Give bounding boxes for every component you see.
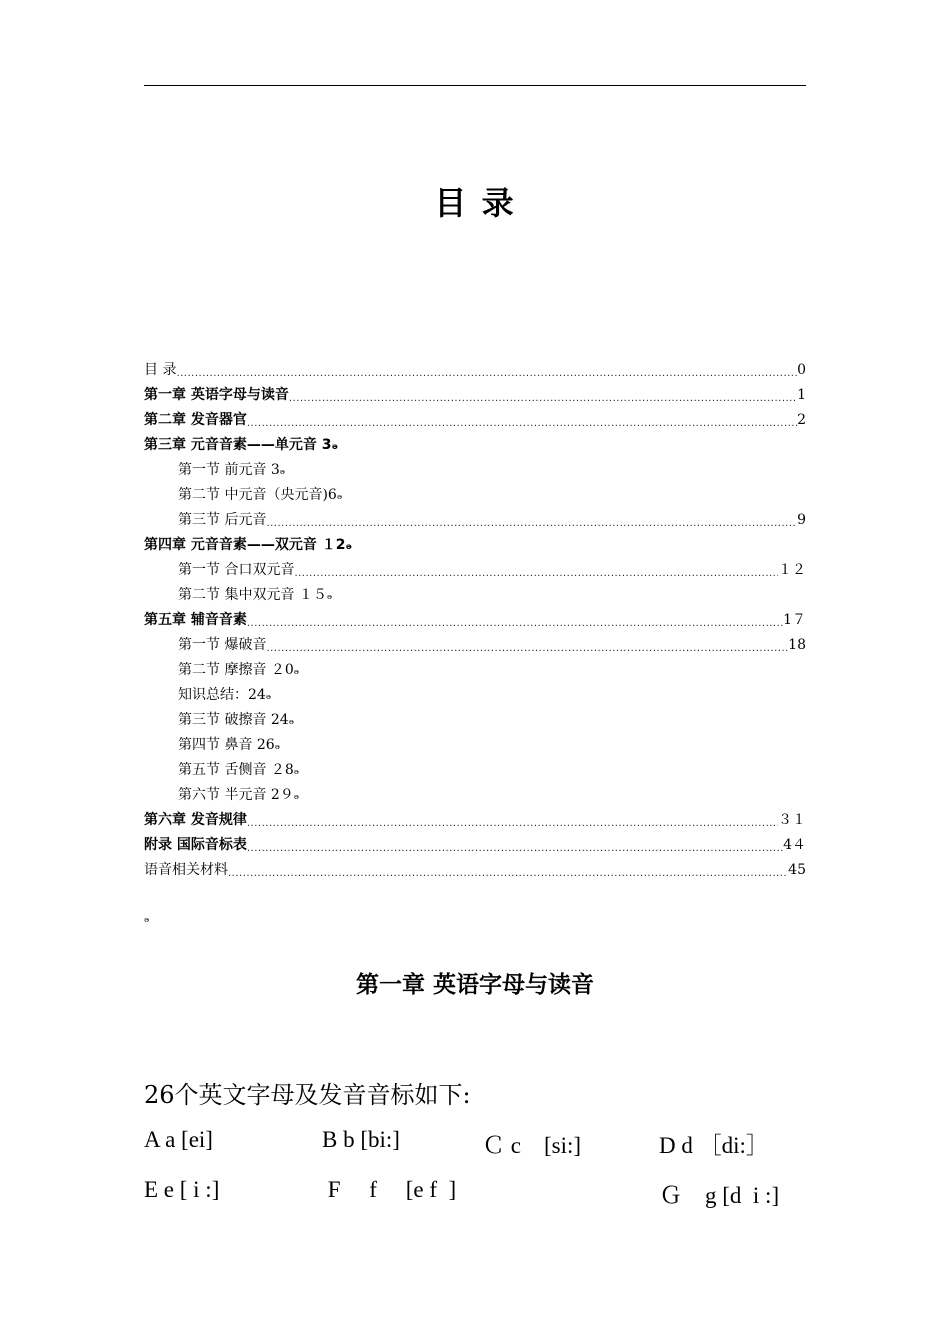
toc-entry-page: 1 (797, 387, 806, 403)
toc-entry-label: 第二章 发音器官 (144, 412, 247, 428)
toc-entry[interactable] (144, 608, 806, 633)
toc-leader-dots (294, 565, 778, 583)
letter-entry: A a [ei] (144, 1127, 213, 1152)
toc-entry-label: 第二节 中元音（央元音)6ₔ (178, 487, 343, 503)
toc-entry-label: 第一节 前元音 3ₔ (178, 462, 286, 478)
toc-entry-page: 0 (797, 362, 806, 378)
toc-entry-label: 第一节 合口双元音 (178, 562, 295, 578)
toc-entry-label: 知识总结：24ₔ (178, 687, 272, 703)
toc-leader-dots (228, 865, 788, 883)
toc-entry-page: 2 (797, 412, 806, 428)
toc-entry-label: 目 录 (144, 362, 177, 378)
toc-entry-label: 第一节 爆破音 (178, 637, 267, 653)
toc-leader-dots (289, 390, 797, 408)
toc-entry-label: 第五节 舌侧音 ２8ₔ (178, 762, 300, 778)
letter-entry: F f [e f ] (322, 1177, 457, 1202)
toc-entry-label: 第六节 半元音 2９ₔ (178, 787, 300, 803)
toc-entry-label: 第四节 鼻音 26ₔ (178, 737, 281, 753)
toc-entry[interactable] (144, 383, 806, 408)
toc-leader-dots (247, 615, 783, 633)
toc-entry-label: 第五章 辅音音素 (144, 612, 247, 628)
paragraph-mark: ₔ (144, 910, 150, 926)
toc-entry[interactable] (144, 658, 806, 683)
toc-entry-label: 附录 国际音标表 (144, 837, 247, 853)
toc-entry-label: 第二节 摩擦音 ２0ₔ (178, 662, 300, 678)
toc-entry[interactable] (144, 808, 806, 833)
toc-entry-label: 第一章 英语字母与读音 (144, 387, 289, 403)
toc-entry[interactable] (144, 833, 806, 858)
toc-entry-page: 4４ (783, 837, 806, 853)
page-title: 目 录 (434, 184, 516, 222)
table-of-contents (144, 358, 806, 883)
toc-entry[interactable] (144, 858, 806, 883)
toc-leader-dots (247, 415, 797, 433)
toc-entry[interactable] (144, 508, 806, 533)
toc-entry-label: 第三节 破擦音 24ₔ (178, 712, 295, 728)
toc-entry[interactable] (144, 533, 806, 558)
toc-entry-label: 语音相关材料 (144, 862, 228, 878)
toc-entry[interactable] (144, 683, 806, 708)
toc-entry[interactable] (144, 758, 806, 783)
toc-entry[interactable] (144, 408, 806, 433)
toc-entry[interactable] (144, 783, 806, 808)
toc-leader-dots (247, 815, 778, 833)
toc-entry-label: 第四章 元音音素——双元音 １2ₔ (144, 537, 353, 553)
header-rule (144, 85, 806, 86)
toc-leader-dots (176, 365, 797, 383)
chapter-title: 第一章 英语字母与读音 (355, 972, 594, 998)
toc-entry-label: 第三章 元音音素——单元音 3ₔ (144, 437, 339, 453)
toc-leader-dots (266, 640, 788, 658)
toc-entry[interactable] (144, 483, 806, 508)
letter-entry: D d ［di:］ (659, 1133, 769, 1158)
toc-entry[interactable] (144, 733, 806, 758)
toc-entry[interactable] (144, 708, 806, 733)
toc-entry-page: 18 (788, 637, 806, 653)
toc-entry-page: ３１ (778, 812, 806, 828)
letter-entry: E e [ i :] (144, 1177, 220, 1202)
toc-entry[interactable] (144, 558, 806, 583)
toc-leader-dots (247, 840, 783, 858)
toc-entry[interactable] (144, 458, 806, 483)
toc-entry[interactable] (144, 358, 806, 383)
toc-entry-label: 第二节 集中双元音 １５ₔ (178, 587, 333, 603)
letter-entry: B b [bi:] (322, 1127, 400, 1152)
toc-entry[interactable] (144, 633, 806, 658)
toc-entry-label: 第三节 后元音 (178, 512, 267, 528)
toc-entry-page: 1７ (783, 612, 806, 628)
toc-entry[interactable] (144, 583, 806, 608)
toc-entry-label: 第六章 发音规律 (144, 812, 247, 828)
alphabet-intro: 26个英文字母及发音音标如下: (144, 1081, 471, 1109)
toc-leader-dots (266, 515, 797, 533)
letter-entry: Ｃ c [si:] (482, 1133, 582, 1158)
toc-entry-page: １２ (778, 562, 806, 578)
toc-entry[interactable] (144, 433, 806, 458)
toc-entry-page: 45 (788, 862, 806, 878)
letter-entry: Ｇ g [d i :] (659, 1183, 780, 1208)
toc-entry-page: 9 (797, 512, 806, 528)
